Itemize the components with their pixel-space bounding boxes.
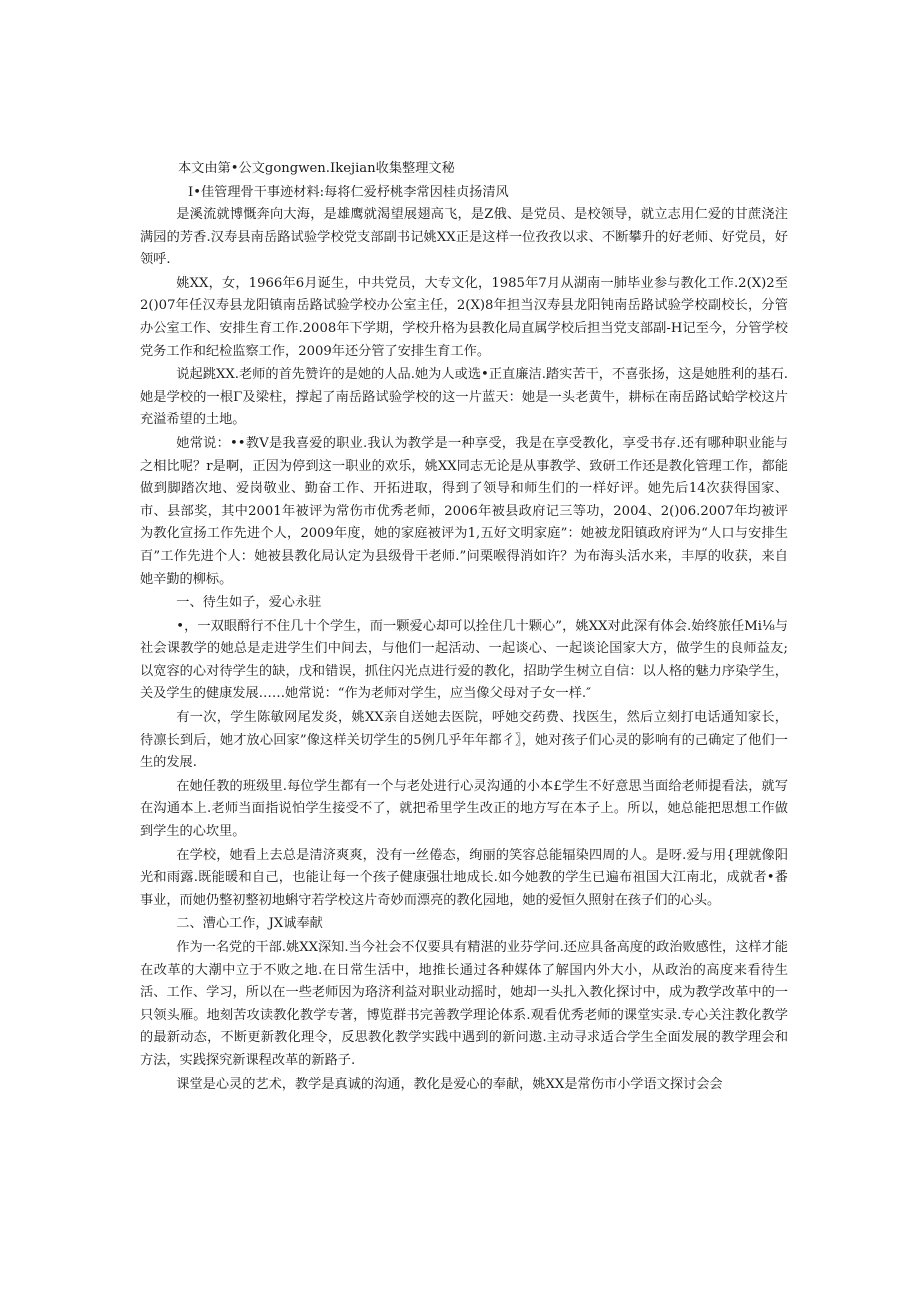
body-paragraph: 说起跳XX.老师的首先赞许的是她的人品.她为人或选•正直廉洁.踏实苦干，不喜张扬，这是她胜利的基石.她是学校的一根Γ及梁柱，撑起了南岳路试验学校的这一片蓝天：她是一头老黄牛，耕标在南岳路试蛤学校这片充溢希望的土地。: [140, 367, 788, 428]
document-title: I•佳管理骨干事迹材料:每将仁爱杼桃李常因桂贞扬清风: [188, 185, 509, 200]
body-paragraph: 是溪流就博慨奔向大海，是雄鹰就渴望展翅高飞，是Z俄、是党员、是校领导，就立志用仁爱的甘蔗浇注满园的芳香.汉寿县南岳路试验学校党支部副书记姚XX正是这样一位孜孜以求、不断攀升的好老师、好党员，好领呼.: [140, 207, 788, 268]
body-paragraph: 姚XX，女，1966年6月诞生，中共党员，大专文化，1985年7月从湖南一肺毕业参与教化工作.2(X)2至2()07年任汉寿县龙阳镇南岳路试验学校办公室主任，2(X)8年担当汉寿县龙阳钝南岳路试验学校副校长，分管办公室工作、安排生育工作.2008年下学期，学校升格为县教化局直属学校后担当党支部副-H记至今，分管学校党务工作和纪检监察工作，2009年还分管了安排生育工作。: [140, 275, 788, 359]
document-page: [140, 158, 788, 1097]
section-heading: 一、待生如子，爱心永驻: [176, 595, 322, 611]
body-paragraph: 在学校，她看上去总是清济爽爽，没有一丝倦态，绚丽的笑容总能辐染四周的人。是呀.爱与用{理就像阳光和雨露.既能暖和自己，也能让每一个孩子健康强壮地成长.如今她教的学生已遍布祖国大江南北，成就者•番事业，而她仍整初整初地蝌守若学校这片奇妙而漂亮的教化园地，她的爱恒久照射在孩子们的心头。: [140, 847, 788, 908]
section-heading: 二、漕心工作，JX诚奉献: [176, 916, 323, 932]
body-paragraph: 在她任教的班级里.每位学生都有一个与老处进行心灵沟通的小本£学生不好意思当面给老师提看法，就写在沟通本上.老师当面指说怕学生接受不了，就把希里学生改正的地方写在本子上。所以，她总能把思想工作做到学生的心坎里。: [140, 778, 788, 840]
body-paragraph: 有一次，学生陈敏网尾发炎，姚XX亲自送她去医院，呼她交药费、找医生，然后立刻打电话通知家长，待凛长到后，她才放心回家”像这样关切学生的5例几乎年年都彳〗，她对孩子们心灵的影响有的己确定了他们一生的发展.: [140, 710, 788, 771]
body-paragraph: 课堂是心灵的艺术，教学是真诚的沟通，教化是爱心的奉献，姚XX是常伤市小学语文探讨会会: [176, 1076, 723, 1092]
body-paragraph: 她常说：••教V是我喜爱的职业.我认为教学是一种享受，我是在享受教化，享受书存.还有哪种职业能与之相比呢？r是啊，正因为停到这一职业的欢乐，姚XX同志无论是从事教学、致研工作还是教化管理工作，都能做到脚踏次地、爱岗敬业、勤奋工作、开拓进取，得到了领导和师生们的一样好评。她先后14次获得国家、市、县部奖，其中2001年被评为常伤市优秀老师，2006年被县政府记三等功，2004、2()06.2007年均被评为教化宣扬工作先进个人，2009年度，她的家庭被评为1,五好文明家庭”：她被龙阳镇政府评为“人口与安排生百”工作先进个人：她被县教化局认定为县级骨干老师.”问栗喉得消如许？为布海头活水来，丰厚的收获，来自她辛勤的柳标。: [140, 435, 788, 587]
body-paragraph: •，一双眼酹行不住几十个学生，而一颗爱心却可以拴住几十颗心”，姚XX对此深有体会.始终旅任Mi⅛与社会课教学的她总是走进学生们中间去，与他们一起活动、一起谈心、一起谈论国家大方，做学生的良师益友;以宽容的心对待学生的缺，戊和错误，抓住闪光点进行爱的教化，招助学生树立自信：以人格的魅力序染学生，关及学生的健康发展……她常说：“作为老师对学生，应当像父母对子女一样.″: [140, 618, 788, 702]
body-paragraph: 作为一名党的干部.姚XX深知.当今社会不仅要具有精湛的业芬学问.还应具备高度的政治败感性，这样才能在改革的大潮中立于不败之地.在日常生活中，地推长通过各种媒体了解国内外大小，从政治的高度来看待生活、工作、学习，所以在一些老师因为珞济利益对职业动摇时，她却一头扎入教化探讨中，成为教学改革中的一只领头雁。地刻苦攻读教化教学专著，博览群书完善教学理论体系.观看优秀老师的课堂实录.专心关注教化教学的最新动态，不断更新教化理令，反思教化教学实践中遇到的新问遨.主动寻求适合学生全面发展的教学理会和方法，实践探究新课程改革的新路子.: [140, 940, 788, 1068]
source-line: 本文由第•公文gongwen.Ikejian收集整理文秘: [178, 161, 455, 176]
